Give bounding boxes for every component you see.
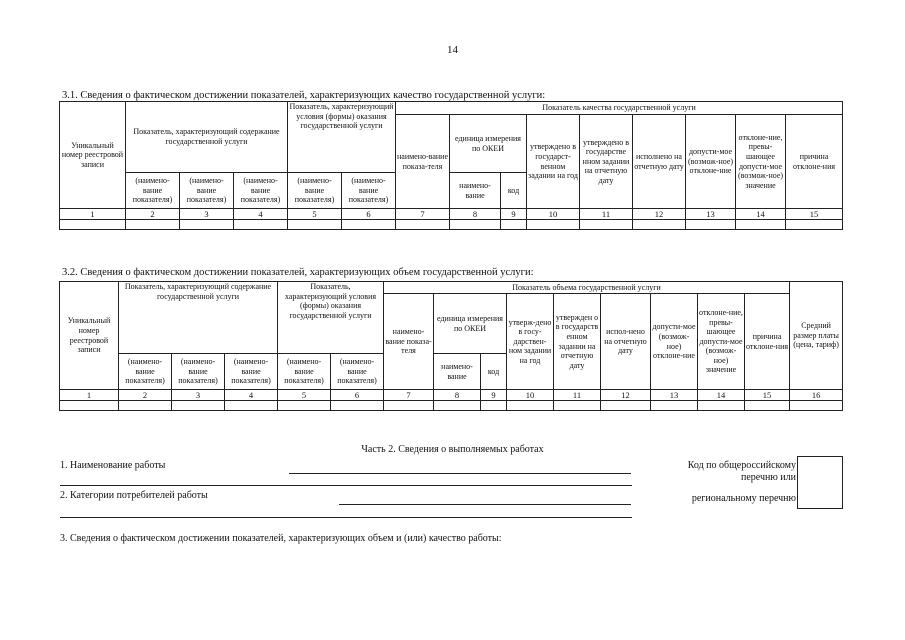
col-num: 8 [450, 209, 501, 220]
col-num: 8 [434, 390, 481, 401]
cell[interactable] [342, 220, 396, 230]
cell[interactable] [686, 220, 736, 230]
header-approved-reporting-date: утверждено в государстве нном задании на отчетную дату [580, 115, 633, 209]
cell[interactable] [288, 220, 342, 230]
header-deviation-reason: причина отклоне-ния [745, 294, 790, 390]
page-number: 14 [447, 44, 458, 56]
col-num: 14 [736, 209, 786, 220]
quality-table [59, 101, 843, 230]
cell[interactable] [651, 401, 698, 411]
cell[interactable] [225, 401, 278, 411]
header-approved-assignment: утверж-дено в госу-дарствен-ном задании на год [507, 294, 554, 390]
sub-name-col-5: (наимено-вание показателя) [278, 354, 331, 390]
header-average-fee: Средний размер платы (цена, тариф) [790, 282, 843, 390]
cell[interactable] [580, 220, 633, 230]
cell[interactable] [60, 220, 126, 230]
sub-name-col-2: (наимено-вание показателя) [126, 173, 180, 209]
code-box[interactable] [797, 456, 843, 509]
col-num: 15 [745, 390, 790, 401]
col-num: 13 [651, 390, 698, 401]
header-quality-indicator: Показатель качества государственной услуги [396, 102, 843, 115]
header-conditions-indicator: Показатель, характеризующий условия (формы) оказания государственной услуги [288, 102, 396, 173]
part-2-title: Часть 2. Сведения о выполняемых работах [361, 444, 544, 455]
col-num: 11 [580, 209, 633, 220]
column-number-row [60, 390, 843, 401]
col-num: 1 [60, 209, 126, 220]
header-unit: единица измерения по ОКЕИ [450, 115, 527, 173]
header-executed: испол-нено на отчетную дату [601, 294, 651, 390]
col-num: 12 [633, 209, 686, 220]
cell[interactable] [601, 401, 651, 411]
col-num: 10 [507, 390, 554, 401]
work-name-field-line-2[interactable] [60, 485, 632, 486]
header-unique-number: Уникальный номер реестровой записи [60, 282, 119, 390]
sub-name-col-6: (наимено-вание показателя) [331, 354, 384, 390]
cell[interactable] [698, 401, 745, 411]
cell[interactable] [501, 220, 527, 230]
cell[interactable] [450, 220, 501, 230]
section-3-work-title: 3. Сведения о фактическом достижении показателей, характеризующих объем и (или) качество работы: [60, 533, 502, 544]
data-row[interactable] [60, 220, 843, 230]
col-num: 4 [234, 209, 288, 220]
header-indicator-name: наимено-вание показа-теля [384, 294, 434, 390]
col-num: 14 [698, 390, 745, 401]
cell[interactable] [745, 401, 790, 411]
header-unit-name: наимено-вание [434, 354, 481, 390]
code-label-line-3: региональному перечню [691, 493, 796, 504]
header-executed: исполнено на отчетную дату [633, 115, 686, 209]
section-3-2-title: 3.2. Сведения о фактическом достижении показателей, характеризующих объем государственной услуги: [62, 267, 534, 278]
col-num: 10 [527, 209, 580, 220]
consumers-field-line-2[interactable] [60, 517, 632, 518]
header-allowed-deviation: допусти-мое (возмож-ное) отклоне-ние [686, 115, 736, 209]
header-unit-name: наимено-вание [450, 173, 501, 209]
header-approved-assignment: утверждено в государст-венном задании на год [527, 115, 580, 209]
col-num: 9 [501, 209, 527, 220]
cell[interactable] [790, 401, 843, 411]
cell[interactable] [331, 401, 384, 411]
section-3-1-title: 3.1. Сведения о фактическом достижении показателей, характеризующих качество государственной услуги: [62, 90, 546, 101]
consumers-label: 2. Категории потребителей работы [60, 490, 208, 501]
sub-name-col-6: (наимено-вание показателя) [342, 173, 396, 209]
col-num: 11 [554, 390, 601, 401]
cell[interactable] [633, 220, 686, 230]
col-num: 7 [384, 390, 434, 401]
column-number-row [60, 209, 843, 220]
header-unique-number: Уникальный номер реестровой записи [60, 102, 126, 209]
col-num: 9 [481, 390, 507, 401]
header-content-indicator: Показатель, характеризующий содержание государственной услуги [119, 282, 278, 354]
cell[interactable] [180, 220, 234, 230]
col-num: 12 [601, 390, 651, 401]
sub-name-col-3: (наимено-вание показателя) [172, 354, 225, 390]
cell[interactable] [736, 220, 786, 230]
header-allowed-deviation: допусти-мое (возмож-ное) отклоне-ние [651, 294, 698, 390]
col-num: 15 [786, 209, 843, 220]
col-num: 13 [686, 209, 736, 220]
cell[interactable] [507, 401, 554, 411]
cell[interactable] [786, 220, 843, 230]
sub-name-col-4: (наимено-вание показателя) [234, 173, 288, 209]
header-deviation-reason: причина отклоне-ния [786, 115, 843, 209]
col-num: 2 [126, 209, 180, 220]
data-row[interactable] [60, 401, 843, 411]
header-conditions-indicator: Показатель, характеризующий условия (формы) оказания государственной услуги [278, 282, 384, 354]
header-deviation-exceeding: отклоне-ние, превы-шающее допусти-мое (возмож-ное) значение [698, 294, 745, 390]
cell[interactable] [384, 401, 434, 411]
header-unit-code: код [501, 173, 527, 209]
col-num: 2 [119, 390, 172, 401]
work-name-field[interactable] [289, 473, 631, 474]
consumers-field[interactable] [339, 504, 631, 505]
col-num: 5 [288, 209, 342, 220]
volume-table [59, 281, 843, 411]
cell[interactable] [527, 220, 580, 230]
code-label-line-2: перечню или [740, 472, 796, 483]
col-num: 7 [396, 209, 450, 220]
col-num: 3 [180, 209, 234, 220]
cell[interactable] [554, 401, 601, 411]
col-num: 6 [342, 209, 396, 220]
header-deviation-exceeding: отклоне-ние, превы-шающее допусти-мое (возмож-ное) значение [736, 115, 786, 209]
cell[interactable] [60, 401, 119, 411]
cell[interactable] [396, 220, 450, 230]
header-unit: единица измерения по ОКЕИ [434, 294, 507, 354]
cell[interactable] [234, 220, 288, 230]
cell[interactable] [434, 401, 481, 411]
header-indicator-name: наимено-вание показа-теля [396, 115, 450, 209]
sub-name-col-4: (наимено-вание показателя) [225, 354, 278, 390]
header-unit-code: код [481, 354, 507, 390]
header-content-indicator: Показатель, характеризующий содержание государственной услуги [126, 102, 288, 173]
header-approved-reporting-date: утвержден о в государств енном задании на отчетную дату [554, 294, 601, 390]
sub-name-col-5: (наимено-вание показателя) [288, 173, 342, 209]
col-num: 16 [790, 390, 843, 401]
col-num: 6 [331, 390, 384, 401]
col-num: 5 [278, 390, 331, 401]
cell[interactable] [126, 220, 180, 230]
cell[interactable] [481, 401, 507, 411]
cell[interactable] [278, 401, 331, 411]
cell[interactable] [119, 401, 172, 411]
sub-name-col-3: (наимено-вание показателя) [180, 173, 234, 209]
code-label-line-1: Код по общероссийскому [687, 460, 796, 471]
sub-name-col-2: (наимено-вание показателя) [119, 354, 172, 390]
col-num: 4 [225, 390, 278, 401]
col-num: 1 [60, 390, 119, 401]
work-name-label: 1. Наименование работы [60, 460, 166, 471]
cell[interactable] [172, 401, 225, 411]
col-num: 3 [172, 390, 225, 401]
header-volume-indicator: Показатель объема государственной услуги [384, 282, 790, 294]
